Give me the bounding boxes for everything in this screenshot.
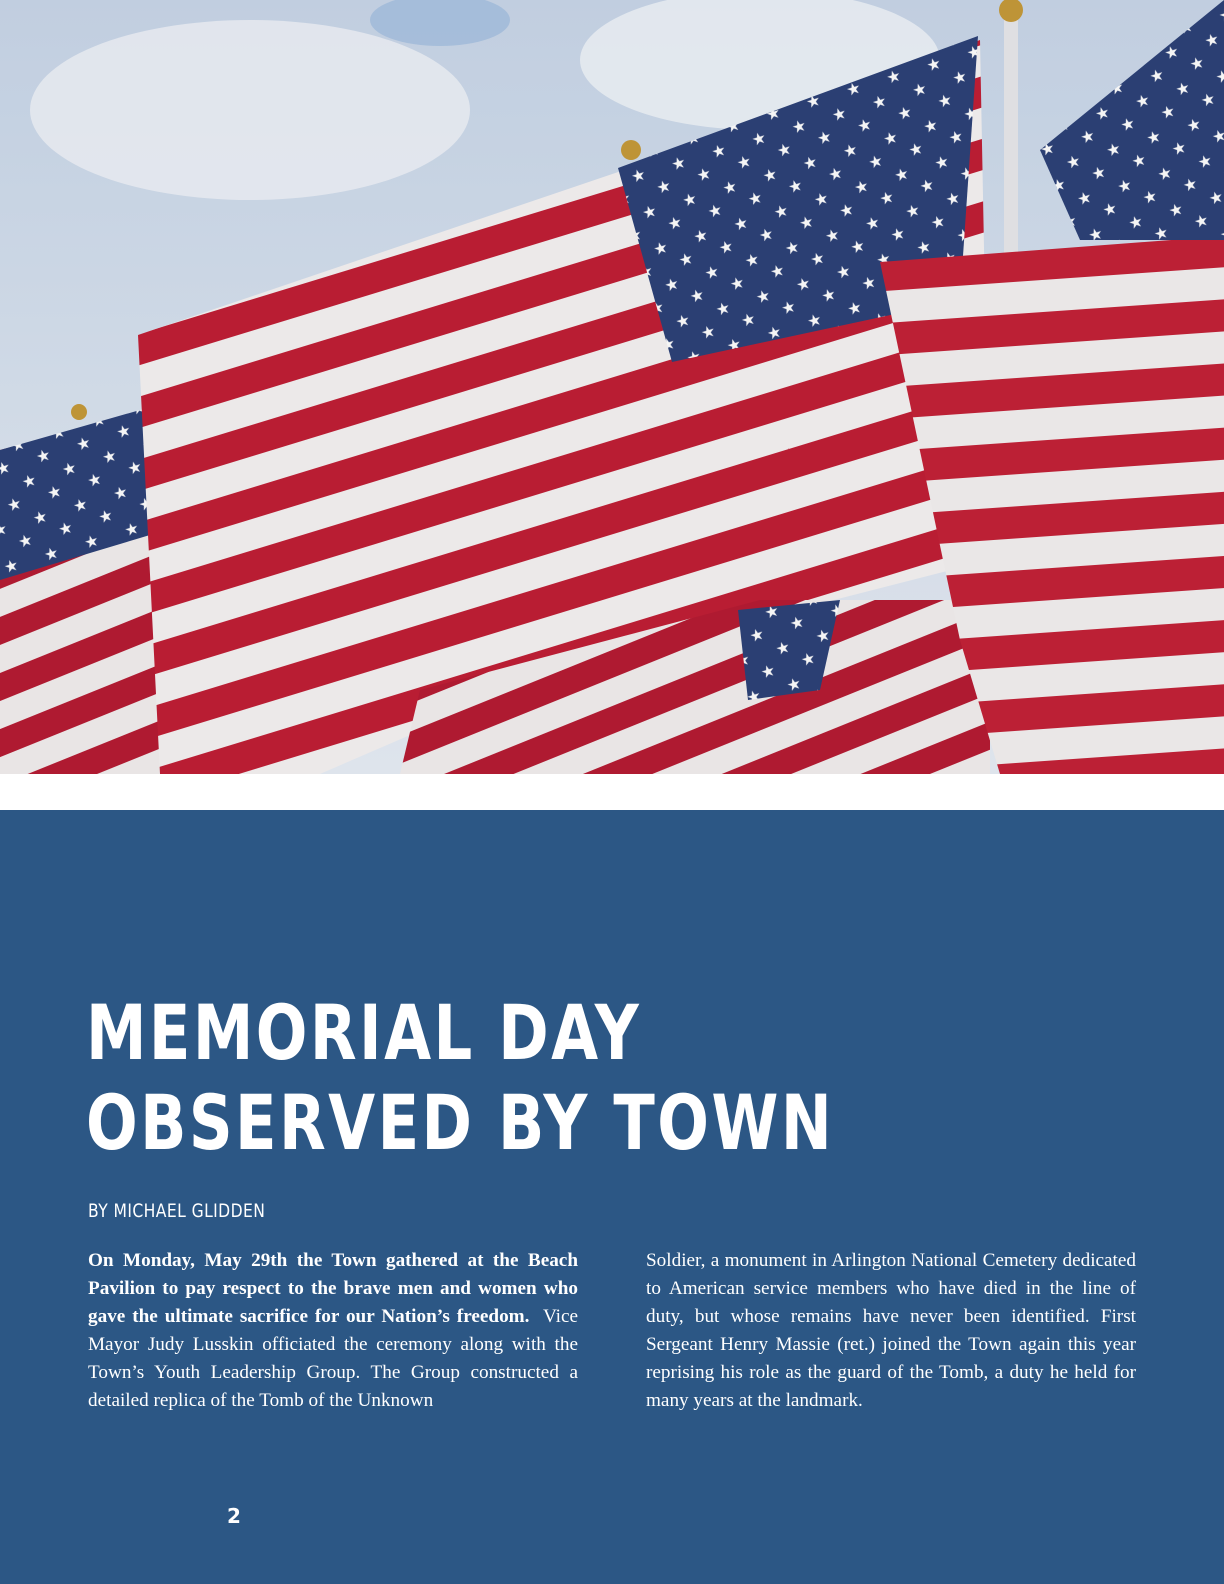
article-body-right: Soldier, a monument in Arlington National Cemetery dedicated to American service members who have died in the line of duty, but whose remains have never been identified. First Sergeant Henry Massie (ret.) joined the Town again this year reprising his role as the guard of the Tomb, a duty he held for many years at the landmark. (646, 1250, 1136, 1411)
article-column-right (646, 1247, 1136, 1415)
hero-flags-photo (0, 0, 1224, 774)
article-title (86, 988, 834, 1168)
article-title-line-2: OBSERVED BY TOWN (86, 1078, 835, 1167)
page-number: 2 (227, 1504, 241, 1528)
article-body-left: Vice Mayor Judy Lusskin officiated the ceremony along with the Town’s Youth Leadership Group. The Group constructed a detailed replica of the Tomb of the Unknown (88, 1306, 579, 1411)
article-lead: On Monday, May 29th the Town gathered at the Beach Pavilion to pay respect to the brave men and women who gave the ultimate sacrifice for our Nation’s freedom. (88, 1250, 578, 1327)
article-byline: BY MICHAEL GLIDDEN (88, 1200, 266, 1222)
article-panel (0, 810, 1224, 1584)
article-column-left (88, 1247, 578, 1415)
article-title-line-1: MEMORIAL DAY (86, 988, 642, 1077)
